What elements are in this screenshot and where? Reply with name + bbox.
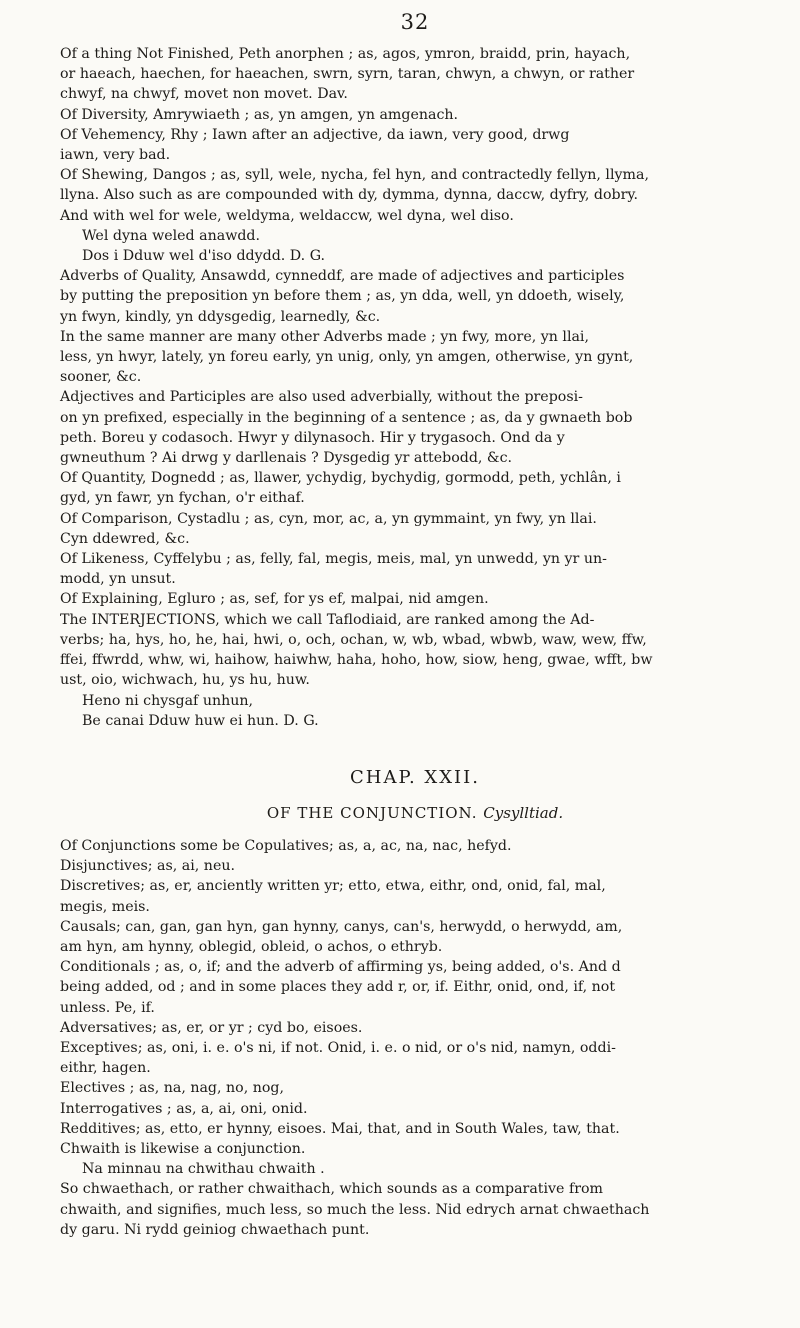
text-line: Interrogatives ; as, a, ai, oni, onid. (60, 1100, 308, 1117)
verse-line: Heno ni chysgaf unhun, (82, 692, 254, 709)
text-line: So chwaethach, or rather chwaithach, which sounds as a comparative from (60, 1181, 603, 1198)
verse-line: Wel dyna weled anawdd. (82, 227, 261, 244)
text-line: by putting the preposition yn before them ; as, yn dda, well, yn ddoeth, wisely, (60, 288, 625, 305)
text-line: Exceptives; as, oni, i. e. o's ni, if not. Onid, i. e. o nid, or o's nid, namyn, oddi- (60, 1039, 616, 1056)
chapter-subtitle-english: OF THE CONJUNCTION. (266, 803, 478, 822)
text-line: ust, oio, wichwach, hu, ys hu, huw. (60, 672, 310, 689)
adverbs-section (60, 44, 770, 731)
text-line: gwneuthum ? Ai drwg y darllenais ? Dysgedig yr attebodd, &c. (60, 450, 513, 467)
text-line: Of Quantity, Dognedd ; as, llawer, ychydig, bychydig, gormodd, peth, ychlân, i (60, 470, 621, 487)
text-line: being added, od ; and in some places they add r, or, if. Eithr, onid, ond, if, not (60, 979, 616, 996)
text-line: chwaith, and signifies, much less, so much the less. Nid edrych arnat chwaethach (60, 1201, 650, 1218)
text-line: iawn, very bad. (60, 147, 171, 164)
text-line: megis, meis. (60, 898, 150, 915)
text-line: unless. Pe, if. (60, 999, 155, 1016)
text-line: or haeach, haechen, for haeachen, swrn, syrn, taran, chwyn, a chwyn, or rather (60, 66, 635, 83)
text-line: Discretives; as, er, anciently written yr; etto, etwa, eithr, ond, onid, fal, mal, (60, 878, 606, 895)
verse-line: Na minnau na chwithau chwaith . (82, 1161, 325, 1178)
text-line: In the same manner are many other Adverbs made ; yn fwy, more, yn llai, (60, 328, 589, 345)
conjunctions-section (60, 836, 770, 1240)
text-line: sooner, &c. (60, 369, 142, 386)
text-line: Of Diversity, Amrywiaeth ; as, yn amgen, yn amgenach. (60, 106, 459, 123)
text-line: yn fwyn, kindly, yn ddysgedig, learnedly, &c. (60, 308, 381, 325)
text-line: Adverbs of Quality, Ansawdd, cynneddf, are made of adjectives and participles (60, 268, 625, 285)
text-line: Electives ; as, na, nag, no, nog, (60, 1080, 285, 1097)
text-line: And with wel for wele, weldyma, weldaccw, wel dyna, wel diso. (60, 207, 514, 224)
text-line: Conditionals ; as, o, if; and the adverb of affirming ys, being added, o's. And d (60, 959, 621, 976)
text-line: Causals; can, gan, gan hyn, gan hynny, canys, can's, herwydd, o herwydd, am, (60, 918, 623, 935)
text-line: peth. Boreu y codasoch. Hwyr y dilynasoch. Hir y trygasoch. Ond da y (60, 429, 565, 446)
text-line: Of Likeness, Cyffelybu ; as, felly, fal, megis, meis, mal, yn unwedd, yn yr un- (60, 551, 607, 568)
chapter-subtitle-welsh: Cysylltiad. (483, 803, 564, 822)
text-line: dy garu. Ni rydd geiniog chwaethach punt. (60, 1221, 370, 1238)
text-line: less, yn hwyr, lately, yn foreu early, yn unig, only, yn amgen, otherwise, yn gynt, (60, 349, 634, 366)
text-line: Of Comparison, Cystadlu ; as, cyn, mor, ac, a, yn gymmaint, yn fwy, yn llai. (60, 510, 597, 527)
text-line: Of Vehemency, Rhy ; Iawn after an adjective, da iawn, very good, drwg (60, 126, 570, 143)
text-line: ffei, ffwrdd, whw, wi, haihow, haiwhw, haha, hoho, how, siow, heng, gwae, wfft, bw (60, 652, 653, 669)
verse-line: Dos i Dduw wel d'iso ddydd. D. G. (82, 248, 326, 265)
page-number: 32 (400, 10, 430, 34)
text-line: Redditives; as, etto, er hynny, eisoes. Mai, that, and in South Wales, taw, that. (60, 1120, 620, 1137)
text-line: Disjunctives; as, ai, neu. (60, 858, 235, 875)
text-line: verbs; ha, hys, ho, he, hai, hwi, o, och, ochan, w, wb, wbad, wbwb, waw, wew, ffw, (60, 631, 647, 648)
text-line: am hyn, am hynny, oblegid, obleid, o achos, o ethryb. (60, 938, 443, 955)
text-line: The INTERJECTIONS, which we call Taflodiaid, are ranked among the Ad- (60, 611, 595, 628)
text-line: Adversatives; as, er, or yr ; cyd bo, eisoes. (60, 1019, 363, 1036)
text-line: Cyn ddewred, &c. (60, 530, 190, 547)
text-line: eithr, hagen. (60, 1060, 151, 1077)
text-line: Of a thing Not Finished, Peth anorphen ; as, agos, ymron, braidd, prin, hayach, (60, 46, 631, 62)
text-line: Of Conjunctions some be Copulatives; as, a, ac, na, nac, hefyd. (60, 837, 512, 854)
text-line: gyd, yn fawr, yn fychan, o'r eithaf. (60, 490, 305, 507)
verse-line: Be canai Dduw huw ei hun. D. G. (82, 712, 319, 729)
text-line: Of Explaining, Egluro ; as, sef, for ys ef, malpai, nid amgen. (60, 591, 489, 608)
text-line: llyna. Also such as are compounded with dy, dymma, dynna, daccw, dyfry, dobry. (60, 187, 639, 204)
text-line: Of Shewing, Dangos ; as, syll, wele, nycha, fel hyn, and contractedly fellyn, llyma, (60, 167, 649, 184)
chapter-subtitle (60, 804, 770, 822)
text-line: modd, yn unsut. (60, 571, 176, 588)
text-line: Chwaith is likewise a conjunction. (60, 1140, 306, 1157)
text-line: Adjectives and Participles are also used adverbially, without the preposi- (60, 389, 583, 406)
text-line: on yn prefixed, especially in the beginning of a sentence ; as, da y gwnaeth bob (60, 409, 633, 426)
text-line: chwyf, na chwyf, movet non movet. Dav. (60, 86, 348, 103)
chapter-title: CHAP. XXII. (350, 766, 480, 788)
